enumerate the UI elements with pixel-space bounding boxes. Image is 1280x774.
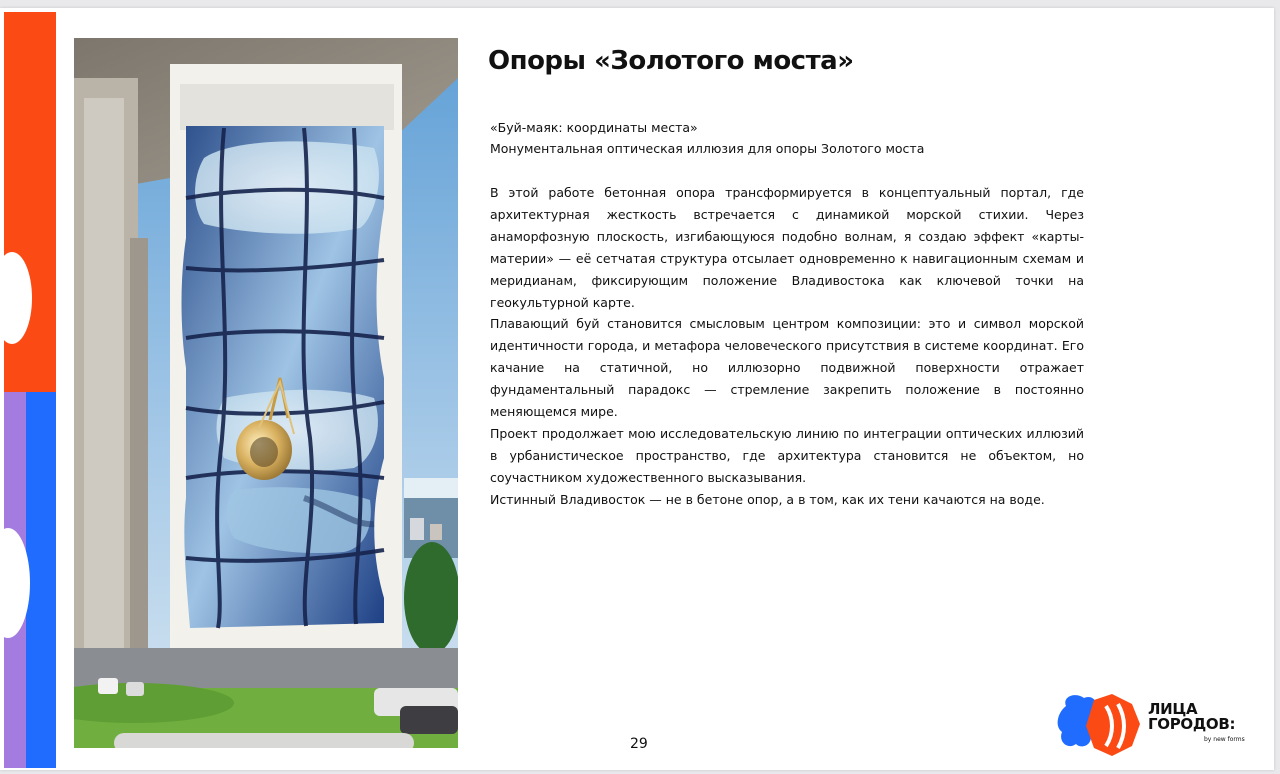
subtitle-line-1: «Буй-маяк: координаты места» (490, 120, 698, 135)
paragraph: В этой работе бетонная опора трансформируется в концептуальный портал, где архитектурная жесткость встречается с динамикой морской стихии. Через анаморфозную плоскость, изгибающуюся подобно волнам, я создаю эффект «карты-материи» — её сетчатая структура отсылает одновременно к навигационным схемам и меридианам, фиксирующим положение Владивостока как ключевой точки на геокультурной карте. (490, 185, 1084, 310)
subtitle-line-2: Монументальная оптическая иллюзия для опоры Золотого моста (490, 141, 925, 156)
logo-mark-icon (1054, 688, 1144, 764)
logo-wordmark (1148, 702, 1235, 732)
paragraph: Плавающий буй становится смысловым центром композиции: это и символ морской идентичности города, и метафора человеческого присутствия в системе координат. Его качание на статичной, но иллюзорно подвижной поверхности отражает фундаментальный парадокс — стремление закрепить положение в постоянно меняющемся мире. (490, 316, 1084, 420)
logo-line-1: ЛИЦА (1148, 700, 1198, 718)
page-title: Опоры «Золотого моста» (488, 46, 854, 76)
brand-logo (1054, 688, 1264, 764)
logo-line-2: ГОРОДОВ: (1148, 715, 1236, 733)
slide (0, 8, 1274, 770)
subtitle (490, 117, 924, 159)
paragraph: Проект продолжает мою исследовательскую линию по интеграции оптических иллюзий в урбанистическое пространство, где архитектура становится не объектом, но соучастником художественного высказывания. (490, 425, 1084, 485)
paragraph: Истинный Владивосток — не в бетоне опор, а в том, как их тени качаются на воде. (490, 491, 1045, 507)
page-number: 29 (630, 736, 648, 752)
logo-byline: by new forms (1204, 736, 1245, 743)
body-text (490, 182, 1084, 511)
bridge-pillar-photo (74, 38, 458, 748)
